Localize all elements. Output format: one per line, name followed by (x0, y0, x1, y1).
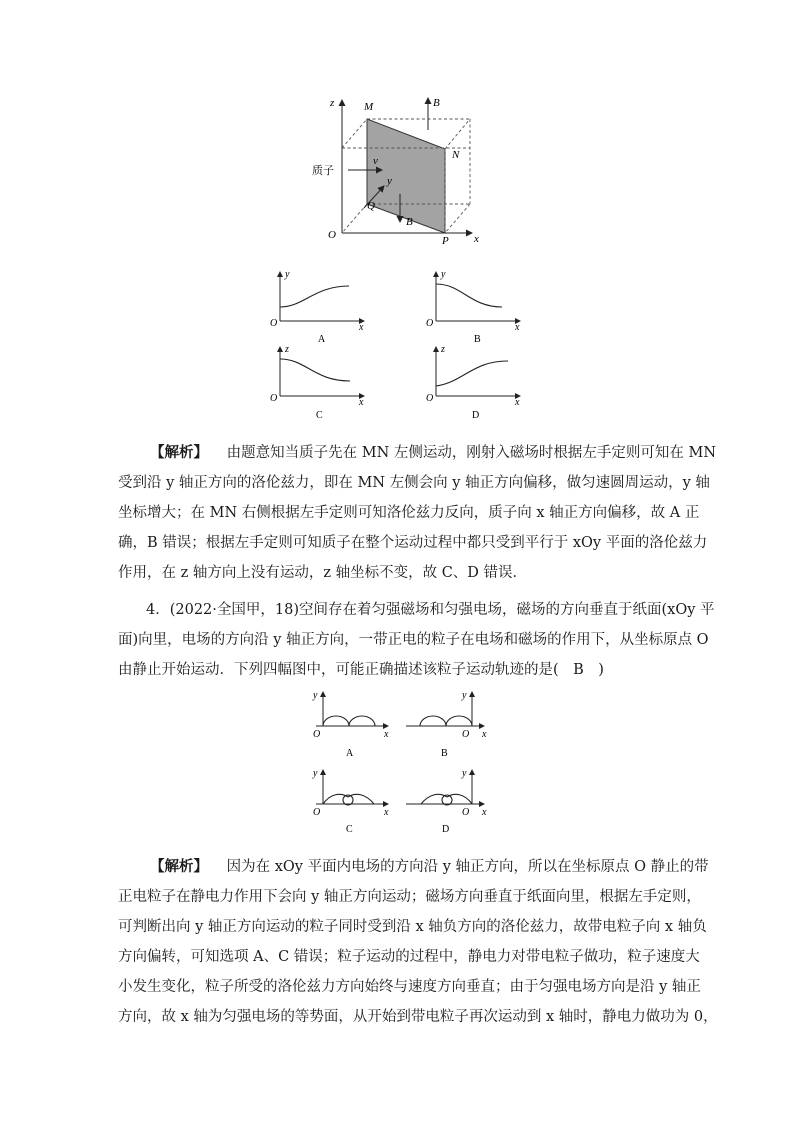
option-graph-b (426, 269, 520, 345)
trajectory-graph-a (312, 690, 389, 759)
graph-a-x-label: x (359, 322, 364, 333)
traj-a-x-label: x (384, 729, 389, 740)
analysis2-line-6: 方向，故 x 轴为匀强电场的等势面，从开始到带电粒子再次运动到 x 轴时，静电力做功为 0， (118, 1009, 718, 1025)
analysis-tag: 【解析】 (150, 858, 208, 875)
graph-d-axis-label: z (441, 344, 445, 355)
label-v: v (373, 155, 378, 167)
label-n: N (452, 149, 460, 161)
analysis-tag: 【解析】 (150, 444, 208, 461)
graph-c-origin: O (270, 393, 278, 404)
analysis1-line-2: 受到沿 y 轴正方向的洛伦兹力，即在 MN 左侧会向 y 轴正方向偏移，做匀速圆周运动，y 轴 (118, 475, 710, 491)
label-b-down: B (406, 216, 413, 228)
analysis1-line-4: 确，B 错误；根据左手定则可知质子在整个运动过程中都只受到平行于 xOy 平面的洛伦兹力 (118, 535, 708, 551)
graph-c-x-label: x (359, 397, 364, 408)
traj-c-axis-label: y (313, 768, 318, 779)
analysis1-line-5: 作用，在 z 轴方向上没有运动，z 轴坐标不变，故 C、D 错误． (118, 565, 528, 581)
analysis2-line-5: 小发生变化，粒子所受的洛伦兹力方向始终与速度方向垂直；由于匀强电场方向是沿 y 轴正 (118, 979, 701, 995)
label-m: M (364, 101, 374, 113)
traj-c-origin: O (313, 807, 321, 818)
trajectory-graph-c (312, 768, 389, 835)
label-q: Q (367, 200, 375, 212)
traj-d-origin: O (462, 807, 470, 818)
graph-a-axis-label: y (285, 269, 290, 280)
traj-b-x-label: x (482, 729, 487, 740)
analysis-paragraph-1 (118, 441, 717, 591)
traj-a-origin: O (313, 729, 321, 740)
label-x: x (474, 233, 479, 245)
option-graph-d (426, 344, 520, 421)
label-o: O (328, 229, 336, 241)
option-graphs-question3 (264, 264, 534, 424)
traj-b-axis-label: y (462, 690, 467, 701)
option-graph-a (270, 269, 364, 345)
traj-d-axis-label: y (462, 768, 467, 779)
graph-b-axis-label: y (441, 269, 446, 280)
analysis2-line-1: 因为在 xOy 平面内电场的方向沿 y 轴正方向，所以在坐标原点 O 静止的带 (226, 859, 709, 875)
label-z: z (330, 97, 335, 109)
analysis1-line-1: 由题意知当质子先在 MN 左侧运动，刚射入磁场时根据左手定则可知在 MN (226, 445, 717, 461)
traj-c-caption: C (346, 824, 353, 835)
trajectory-graph-d (406, 768, 487, 835)
question4-line-1: 4．(2022·全国甲，18)空间存在着匀强磁场和匀强电场，磁场的方向垂直于纸面(xOy 平 (146, 602, 715, 618)
question4-line-3: 由静止开始运动．下列四幅图中，可能正确描述该粒子运动轨迹的是( B ) (118, 662, 604, 678)
analysis2-line-4: 方向偏转，可知选项 A、C 错误；粒子运动的过程中，静电力对带电粒子做功，粒子速度大 (118, 949, 700, 965)
label-proton: 质子 (312, 165, 334, 177)
traj-d-caption: D (442, 824, 450, 835)
traj-a-axis-label: y (313, 690, 318, 701)
analysis2-line-2: 正电粒子在静电力作用下会向 y 轴正方向运动；磁场方向垂直于纸面向里，根据左手定则， (118, 889, 701, 905)
traj-a-caption: A (346, 748, 354, 759)
option-graphs-question4 (306, 688, 496, 836)
label-b-top: B (433, 97, 440, 109)
label-y: y (387, 175, 392, 187)
traj-b-caption: B (441, 748, 448, 759)
graph-c-caption: C (316, 410, 323, 421)
figure-3d-magnetic-box (300, 92, 500, 247)
graph-b-caption: B (474, 334, 481, 345)
graph-d-origin: O (426, 393, 434, 404)
graph-d-caption: D (472, 410, 480, 421)
question-4 (118, 598, 715, 688)
analysis2-line-3: 可判断出向 y 轴正方向运动的粒子同时受到沿 x 轴负方向的洛伦兹力，故带电粒子向 x 轴负 (118, 919, 707, 935)
graph-b-x-label: x (515, 322, 520, 333)
question4-line-2: 面)向里，电场的方向沿 y 轴正方向，一带正电的粒子在电场和磁场的作用下，从坐标原点 O (118, 632, 709, 648)
traj-b-origin: O (462, 729, 470, 740)
label-p: P (442, 235, 449, 247)
trajectory-graph-b (406, 690, 487, 759)
graph-c-axis-label: z (285, 344, 289, 355)
graph-a-origin: O (270, 318, 278, 329)
traj-d-x-label: x (482, 807, 487, 818)
option-graph-c (270, 344, 364, 421)
graph-a-caption: A (318, 334, 326, 345)
graph-b-origin: O (426, 318, 434, 329)
analysis-paragraph-2 (118, 855, 718, 1035)
traj-c-x-label: x (384, 807, 389, 818)
analysis1-line-3: 坐标增大；在 MN 右侧根据左手定则可知洛伦兹力反向，质子向 x 轴正方向偏移，故 A 正 (118, 505, 700, 521)
graph-d-x-label: x (515, 397, 520, 408)
